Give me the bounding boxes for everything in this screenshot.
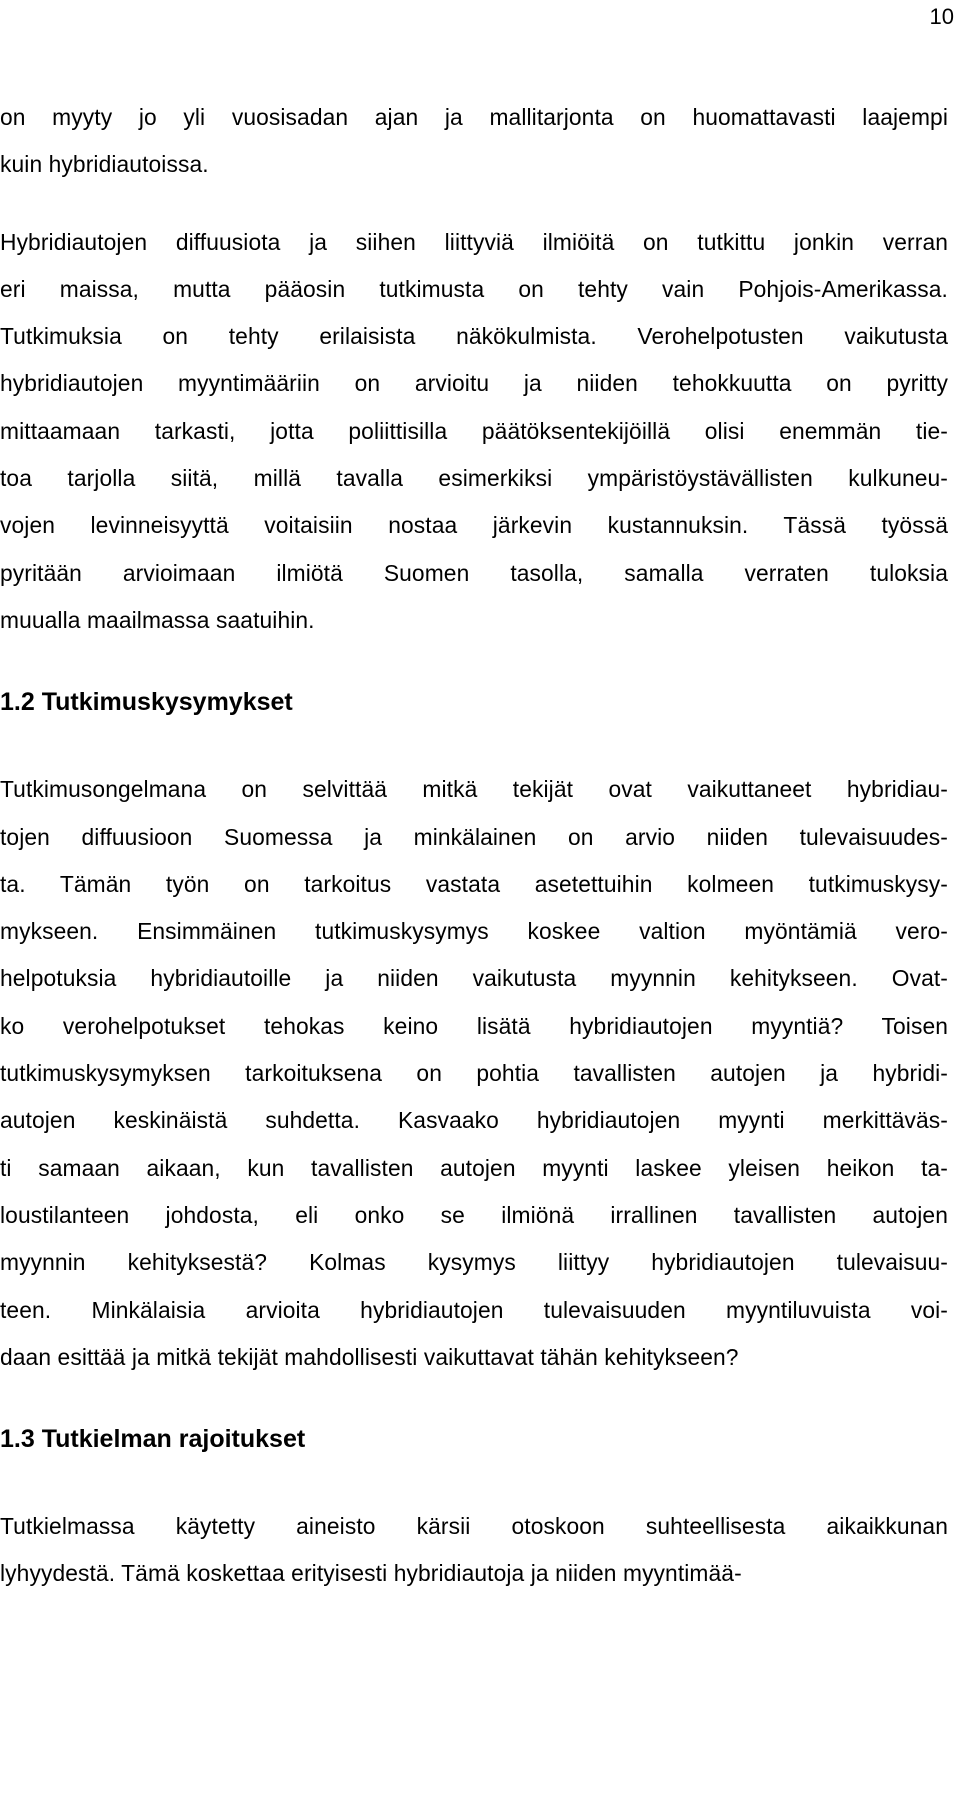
paragraph-line: teen. Minkälaisia arvioita hybridiautojen tulevaisuuden myyntiluvuista voi- bbox=[0, 1296, 948, 1323]
paragraph-diffusion bbox=[0, 219, 948, 645]
paragraph-line: mykseen. Ensimmäinen tutkimuskysymys koskee valtion myöntämiä vero- bbox=[0, 918, 948, 945]
paragraph-line: on myyty jo yli vuosisadan ajan ja mallitarjonta on huomattavasti laajempi bbox=[0, 104, 948, 130]
paragraph-line: eri maissa, mutta pääosin tutkimusta on tehty vain Pohjois-Amerikassa. bbox=[0, 275, 948, 302]
paragraph-line: ta. Tämän työn on tarkoitus vastata asetettuihin kolmeen tutkimuskysy- bbox=[0, 870, 948, 897]
document-body bbox=[0, 94, 948, 1598]
paragraph-line: muualla maailmassa saatuihin. bbox=[0, 606, 315, 633]
paragraph-line: Hybridiautojen diffuusiota ja siihen liittyviä ilmiöitä on tutkittu jonkin verran bbox=[0, 228, 948, 255]
paragraph-line: Tutkimusongelmana on selvittää mitkä tekijät ovat vaikuttaneet hybridiau- bbox=[0, 776, 948, 803]
paragraph-line: toa tarjolla siitä, millä tavalla esimerkiksi ympäristöystävällisten kulkuneu- bbox=[0, 465, 948, 492]
paragraph-line: lyhyydestä. Tämä koskettaa erityisesti hybridiautoja ja niiden myyntimää- bbox=[0, 1560, 742, 1587]
paragraph-line: ko verohelpotukset tehokas keino lisätä hybridiautojen myyntiä? Toisen bbox=[0, 1012, 948, 1039]
paragraph-line: ti samaan aikaan, kun tavallisten autojen myynti laskee yleisen heikon ta- bbox=[0, 1154, 948, 1181]
paragraph-line: vojen levinneisyyttä voitaisiin nostaa järkevin kustannuksin. Tässä työssä bbox=[0, 512, 948, 539]
paragraph-line: kuin hybridiautoissa. bbox=[0, 151, 209, 178]
paragraph-line: mittaamaan tarkasti, jotta poliittisilla päätöksentekijöillä olisi enemmän tie- bbox=[0, 417, 948, 444]
paragraph-line: tojen diffuusioon Suomessa ja minkälainen on arvio niiden tulevaisuudes- bbox=[0, 823, 948, 850]
paragraph-research-questions bbox=[0, 766, 948, 1381]
paragraph-limitations bbox=[0, 1503, 948, 1598]
paragraph-line: hybridiautojen myyntimääriin on arvioitu ja niiden tehokkuutta on pyritty bbox=[0, 370, 948, 397]
paragraph-line: myynnin kehityksestä? Kolmas kysymys liittyy hybridiautojen tulevaisuu- bbox=[0, 1249, 948, 1276]
section-heading-research-questions: 1.2 Tutkimuskysymykset bbox=[0, 688, 293, 717]
paragraph-line: helpotuksia hybridiautoille ja niiden vaikutusta myynnin kehitykseen. Ovat- bbox=[0, 965, 948, 992]
paragraph-line: pyritään arvioimaan ilmiötä Suomen tasolla, samalla verraten tuloksia bbox=[0, 559, 948, 586]
paragraph-line: daan esittää ja mitkä tekijät mahdollisesti vaikuttavat tähän kehitykseen? bbox=[0, 1343, 739, 1370]
page-number: 10 bbox=[929, 4, 954, 29]
paragraph-line: Tutkimuksia on tehty erilaisista näkökulmista. Verohelpotusten vaikutusta bbox=[0, 323, 948, 350]
paragraph-line: autojen keskinäistä suhdetta. Kasvaako hybridiautojen myynti merkittäväs- bbox=[0, 1107, 948, 1134]
paragraph-intro bbox=[0, 94, 948, 189]
section-heading-limitations: 1.3 Tutkielman rajoitukset bbox=[0, 1425, 306, 1454]
paragraph-line: Tutkielmassa käytetty aineisto kärsii otoskoon suhteellisesta aikaikkunan bbox=[0, 1513, 948, 1540]
paragraph-line: tutkimuskysymyksen tarkoituksena on pohtia tavallisten autojen ja hybridi- bbox=[0, 1060, 948, 1087]
paragraph-line: loustilanteen johdosta, eli onko se ilmiönä irrallinen tavallisten autojen bbox=[0, 1201, 948, 1228]
